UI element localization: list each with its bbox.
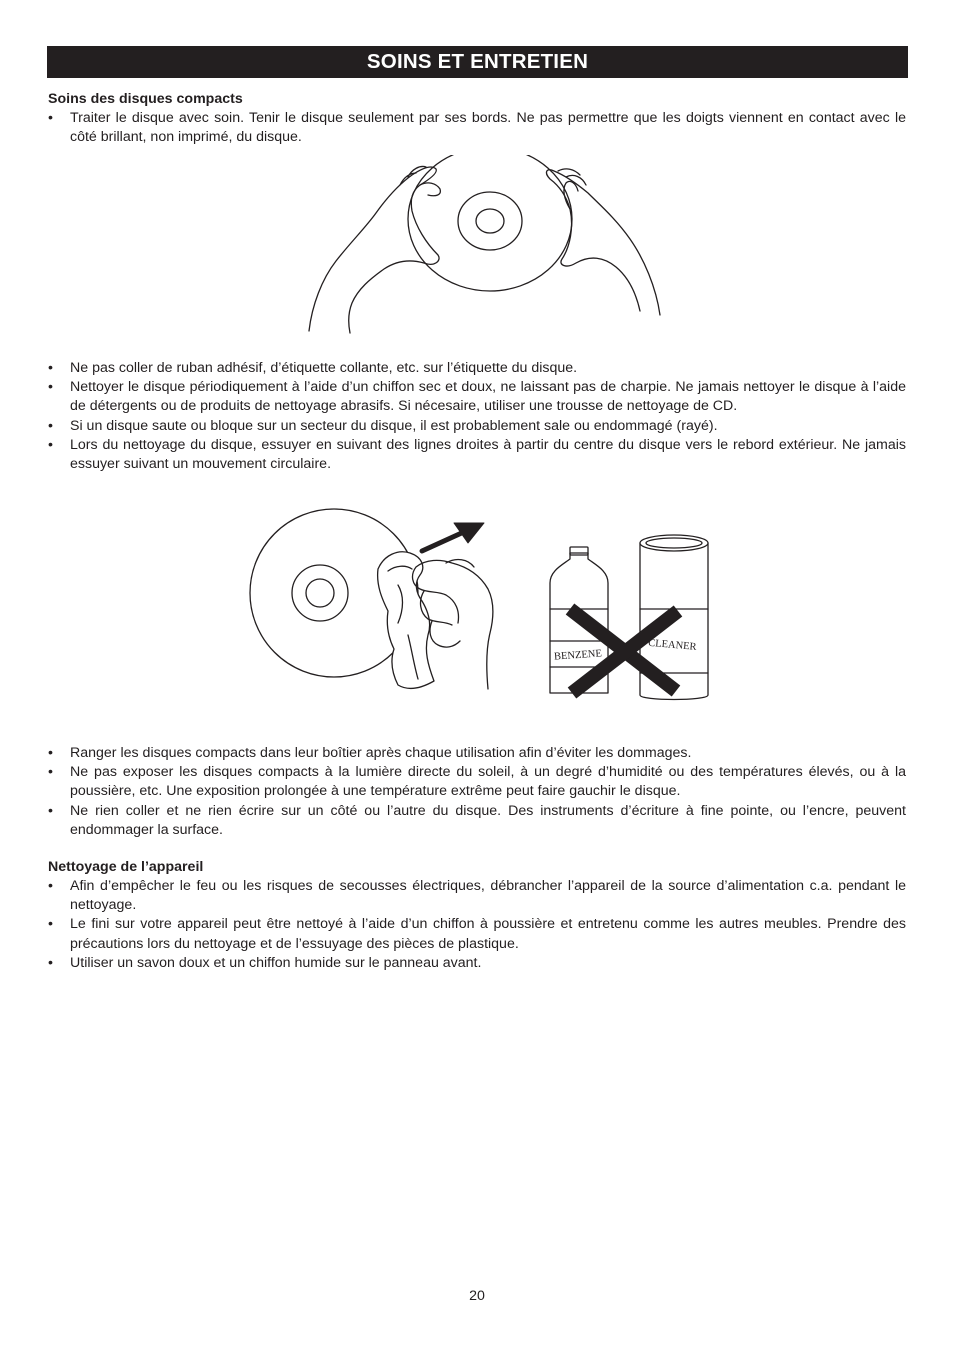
- cleaner-label: CLEANER: [647, 637, 697, 653]
- list-item: [48, 915, 906, 953]
- bullet-list-storage: [48, 744, 906, 840]
- benzene-label: BENZENE: [553, 648, 603, 663]
- list-item: [48, 877, 906, 915]
- page-title: SOINS ET ENTRETIEN: [366, 50, 589, 73]
- hands-holding-disc-illustration: [300, 155, 680, 337]
- bullet-glyph: •: [48, 745, 53, 761]
- page-number: 20: [469, 1288, 485, 1304]
- list-item: [48, 954, 906, 973]
- left-thumb-outline: [420, 183, 440, 196]
- list-item: [48, 359, 906, 378]
- bullet-glyph: •: [48, 878, 53, 894]
- page-title-banner: [47, 46, 908, 78]
- list-item: [48, 763, 906, 801]
- list-item-text: Ne pas exposer les disques compacts à la lumière directe du soleil, à un degré d’humidité ou des températures élevés, ou à la poussière, etc. Une exposition prolongée à une température extrême peut faire gauchir le disque.: [70, 764, 906, 800]
- section-title-disc-care: Soins des disques compacts: [48, 91, 243, 107]
- bullet-glyph: •: [48, 436, 53, 453]
- bullet-glyph: •: [48, 764, 53, 781]
- bullet-glyph: •: [48, 802, 53, 819]
- bullet-list-cleaning: [48, 359, 906, 474]
- list-item: [48, 109, 906, 147]
- bullet-glyph: •: [48, 360, 53, 376]
- list-item-text: Utiliser un savon doux et un chiffon humide sur le panneau avant.: [70, 954, 482, 971]
- bullet-list-unit-cleaning: [48, 877, 906, 973]
- list-item-text: Le fini sur votre appareil peut être nettoyé à l’aide d’un chiffon à poussière et entretenu comme les autres meubles. Prendre des précautions lors du nettoyage et de l’essuyage des pièces de plastique.: [70, 916, 906, 952]
- list-item: [48, 436, 906, 474]
- list-item: [48, 378, 906, 416]
- section-title-unit-cleaning: Nettoyage de l’appareil: [48, 859, 204, 875]
- bullet-glyph: •: [48, 110, 53, 126]
- disc-label-ring: [292, 565, 348, 621]
- bullet-glyph: •: [48, 916, 53, 933]
- list-item-text: Afin d’empêcher le feu ou les risques de secousses électriques, débrancher l’appareil de la source d’alimentation c.a. pendant le nettoyage.: [70, 878, 906, 914]
- disc-label-ring: [458, 192, 522, 250]
- disc-cleaning-illustration: [248, 505, 716, 707]
- list-item-text: Traiter le disque avec soin. Tenir le disque seulement par ses bords. Ne pas permettre que les doigts viennent en contact avec le côté brillant, non imprimé, du disque.: [70, 110, 906, 146]
- disc-center-hole: [476, 209, 504, 233]
- bullet-glyph: •: [48, 379, 53, 396]
- list-item-text: Ne pas coller de ruban adhésif, d’étiquette collante, etc. sur l’étiquette du disque.: [70, 360, 578, 376]
- cloth-outline: [378, 552, 434, 689]
- list-item-text: Si un disque saute ou bloque sur un secteur du disque, il est probablement sale ou endommagé (rayé).: [70, 417, 718, 434]
- bullet-glyph: •: [48, 954, 53, 971]
- list-item-text: Lors du nettoyage du disque, essuyer en suivant des lignes droites à partir du centre du disque vers le rebord extérieur. Ne jamais essuyer suivant un mouvement circulaire.: [70, 436, 906, 473]
- wipe-direction-arrow-shaft: [422, 531, 466, 551]
- bullet-list-handling: [48, 109, 906, 147]
- list-item: [48, 417, 906, 436]
- list-item-text: Nettoyer le disque périodiquement à l’aide d’un chiffon sec et doux, ne laissant pas de charpie. Ne jamais nettoyer le disque à l’aide de détergents ou de produits de nettoyage abrasifs. Si nécesaire, utiliser une trousse de nettoyage de CD.: [70, 379, 906, 415]
- list-item-text: Ranger les disques compacts dans leur boîtier après chaque utilisation afin d’éviter les dommages.: [70, 745, 692, 761]
- list-item-text: Ne rien coller et ne rien écrire sur un côté ou l’autre du disque. Des instruments d’écriture à fine pointe, ou l’encre, peuvent endommager la surface.: [70, 802, 906, 838]
- list-item: [48, 802, 906, 840]
- disc-center-hole: [306, 579, 334, 607]
- list-item: [48, 744, 906, 763]
- bullet-glyph: •: [48, 417, 53, 434]
- left-hand-outline: [309, 167, 439, 333]
